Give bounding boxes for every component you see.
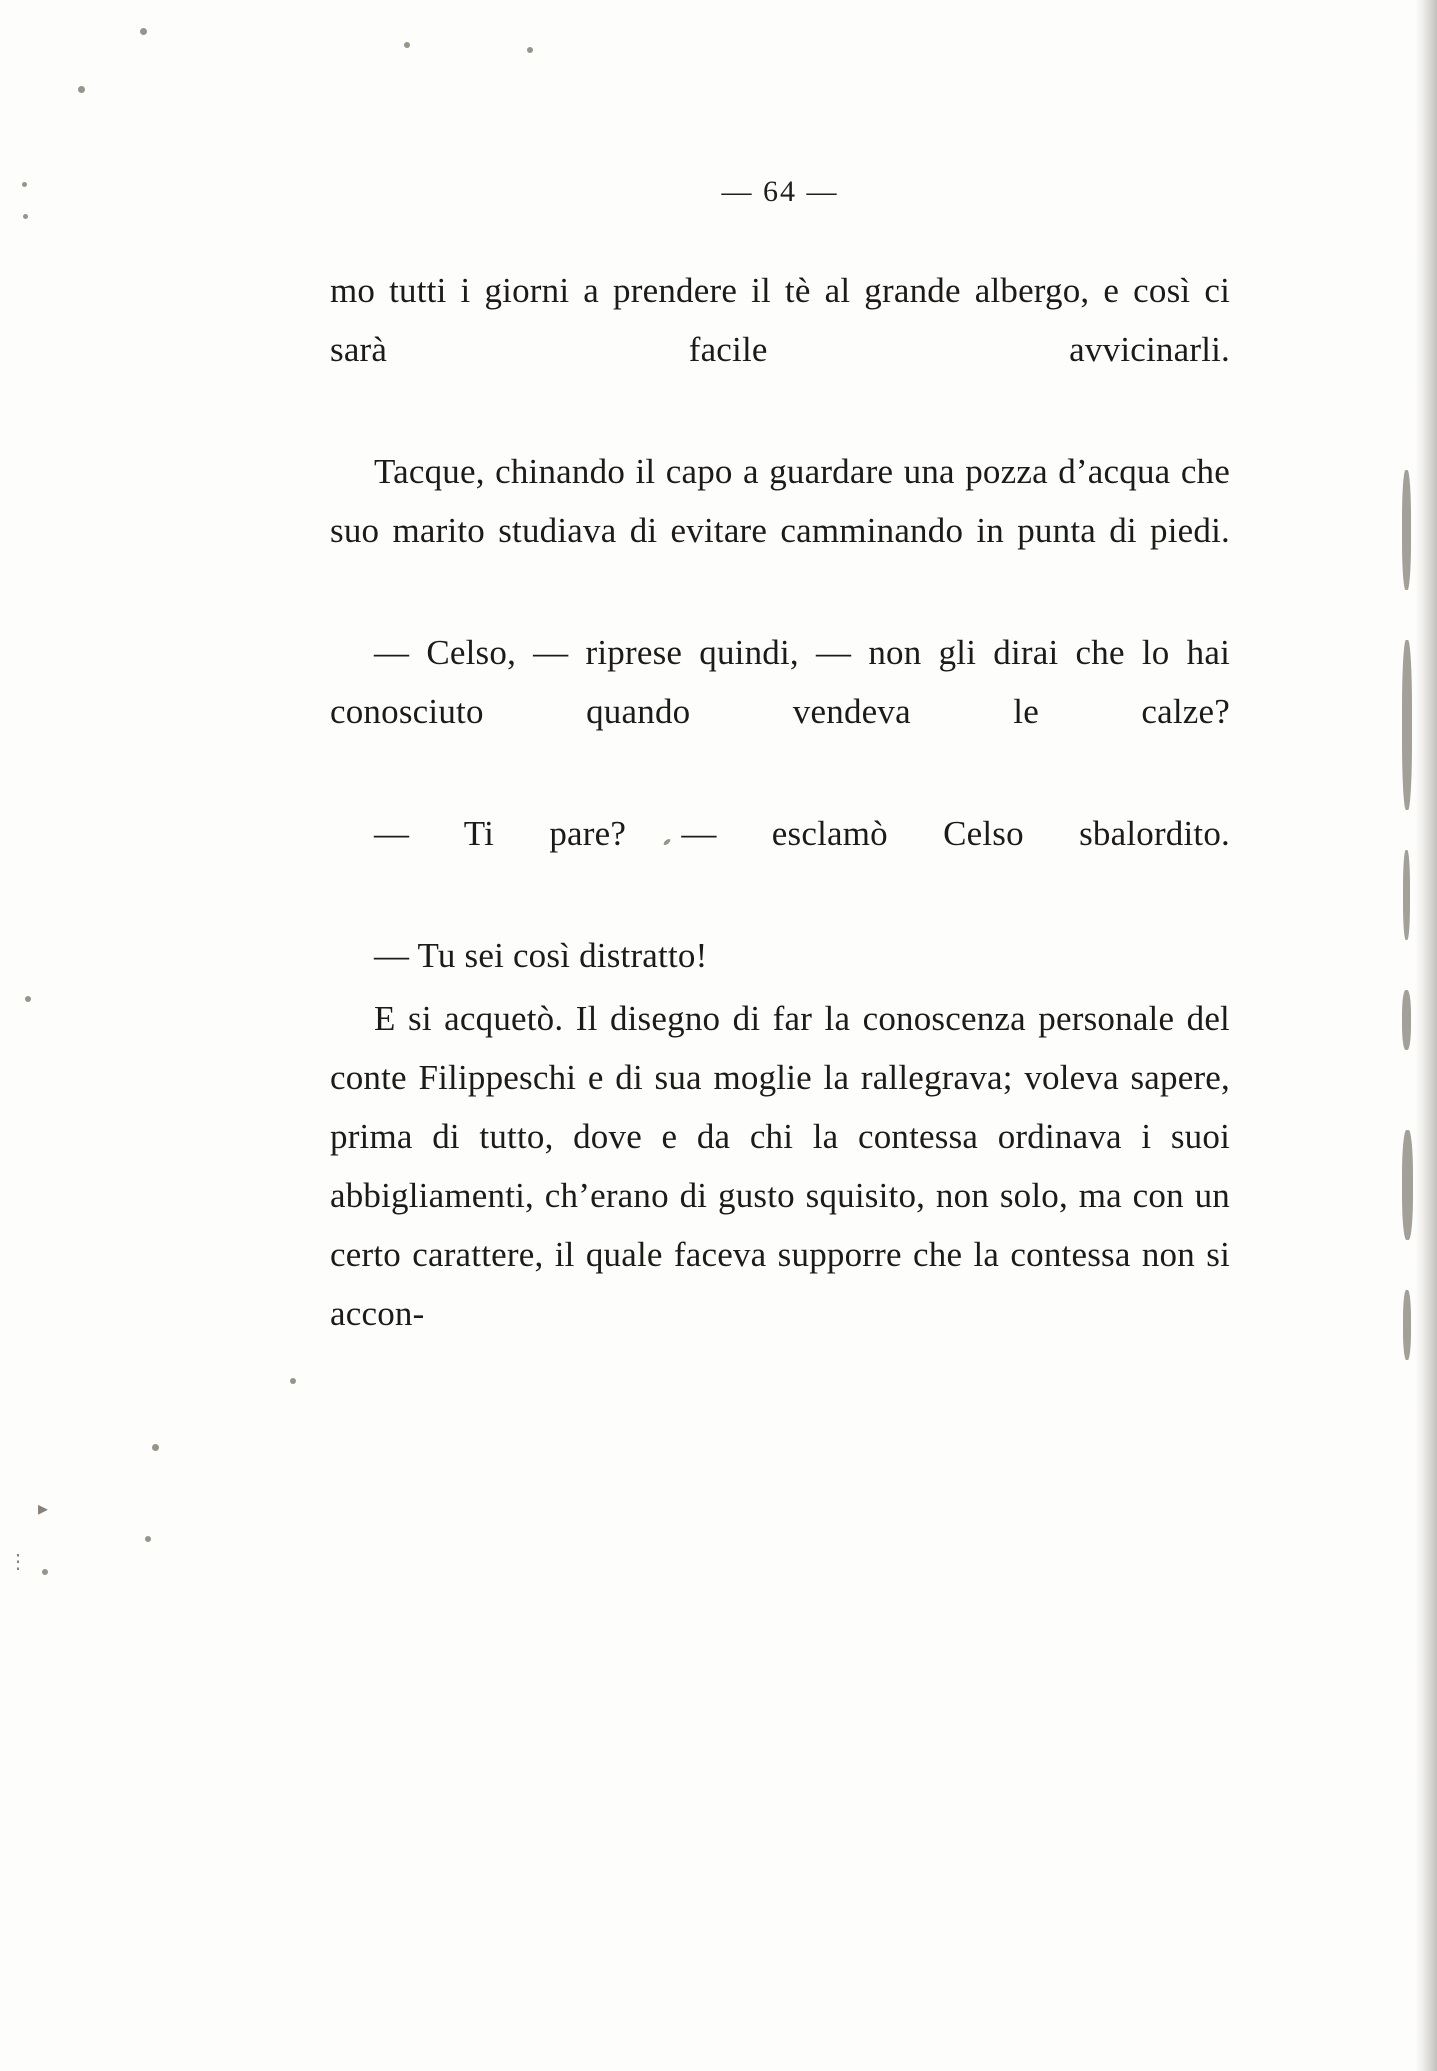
scan-speck bbox=[22, 182, 27, 187]
paragraph-3: — Celso, — riprese quindi, — non gli dirai che lo hai conosciuto quando vendeva le calze? bbox=[330, 633, 1230, 731]
page-number: — 64 — bbox=[721, 175, 839, 208]
scan-speck bbox=[78, 86, 85, 93]
scan-speck bbox=[527, 47, 533, 53]
scan-tick: ⋮ bbox=[8, 1551, 28, 1573]
scan-speck bbox=[25, 996, 31, 1002]
scan-speck bbox=[145, 1536, 151, 1542]
scan-speck bbox=[140, 28, 147, 35]
paragraph-1: mo tutti i giorni a prendere il tè al grande albergo, e così ci sarà facile avvicinarli. bbox=[330, 271, 1230, 369]
scan-speck bbox=[404, 42, 410, 48]
paragraph-5: — Tu sei così distratto! bbox=[374, 936, 708, 975]
scan-speck bbox=[42, 1569, 48, 1575]
page-text-block bbox=[330, 175, 1230, 1402]
paragraph-4: — Ti pare? — esclamò Celso sbalordito. bbox=[374, 814, 1230, 853]
scan-speck bbox=[23, 214, 28, 219]
scan-speck bbox=[152, 1444, 159, 1451]
paragraph-6: E si acquetò. Il disegno di far la conoscenza personale del conte Filippeschi e di sua moglie la rallegrava; voleva sapere, prima di tutto, dove e da chi la contessa ordinava i suoi abbigliamenti, ch’erano di gusto squisito, non solo, ma con un certo carattere, il quale faceva supporre che la contessa non si accon- bbox=[330, 999, 1230, 1333]
scan-tick: ▸ bbox=[38, 1498, 49, 1520]
paragraph-2: Tacque, chinando il capo a guardare una pozza d’acqua che suo marito studiava di evitare camminando in punta di piedi. bbox=[330, 452, 1230, 550]
scan-speck bbox=[290, 1378, 296, 1384]
